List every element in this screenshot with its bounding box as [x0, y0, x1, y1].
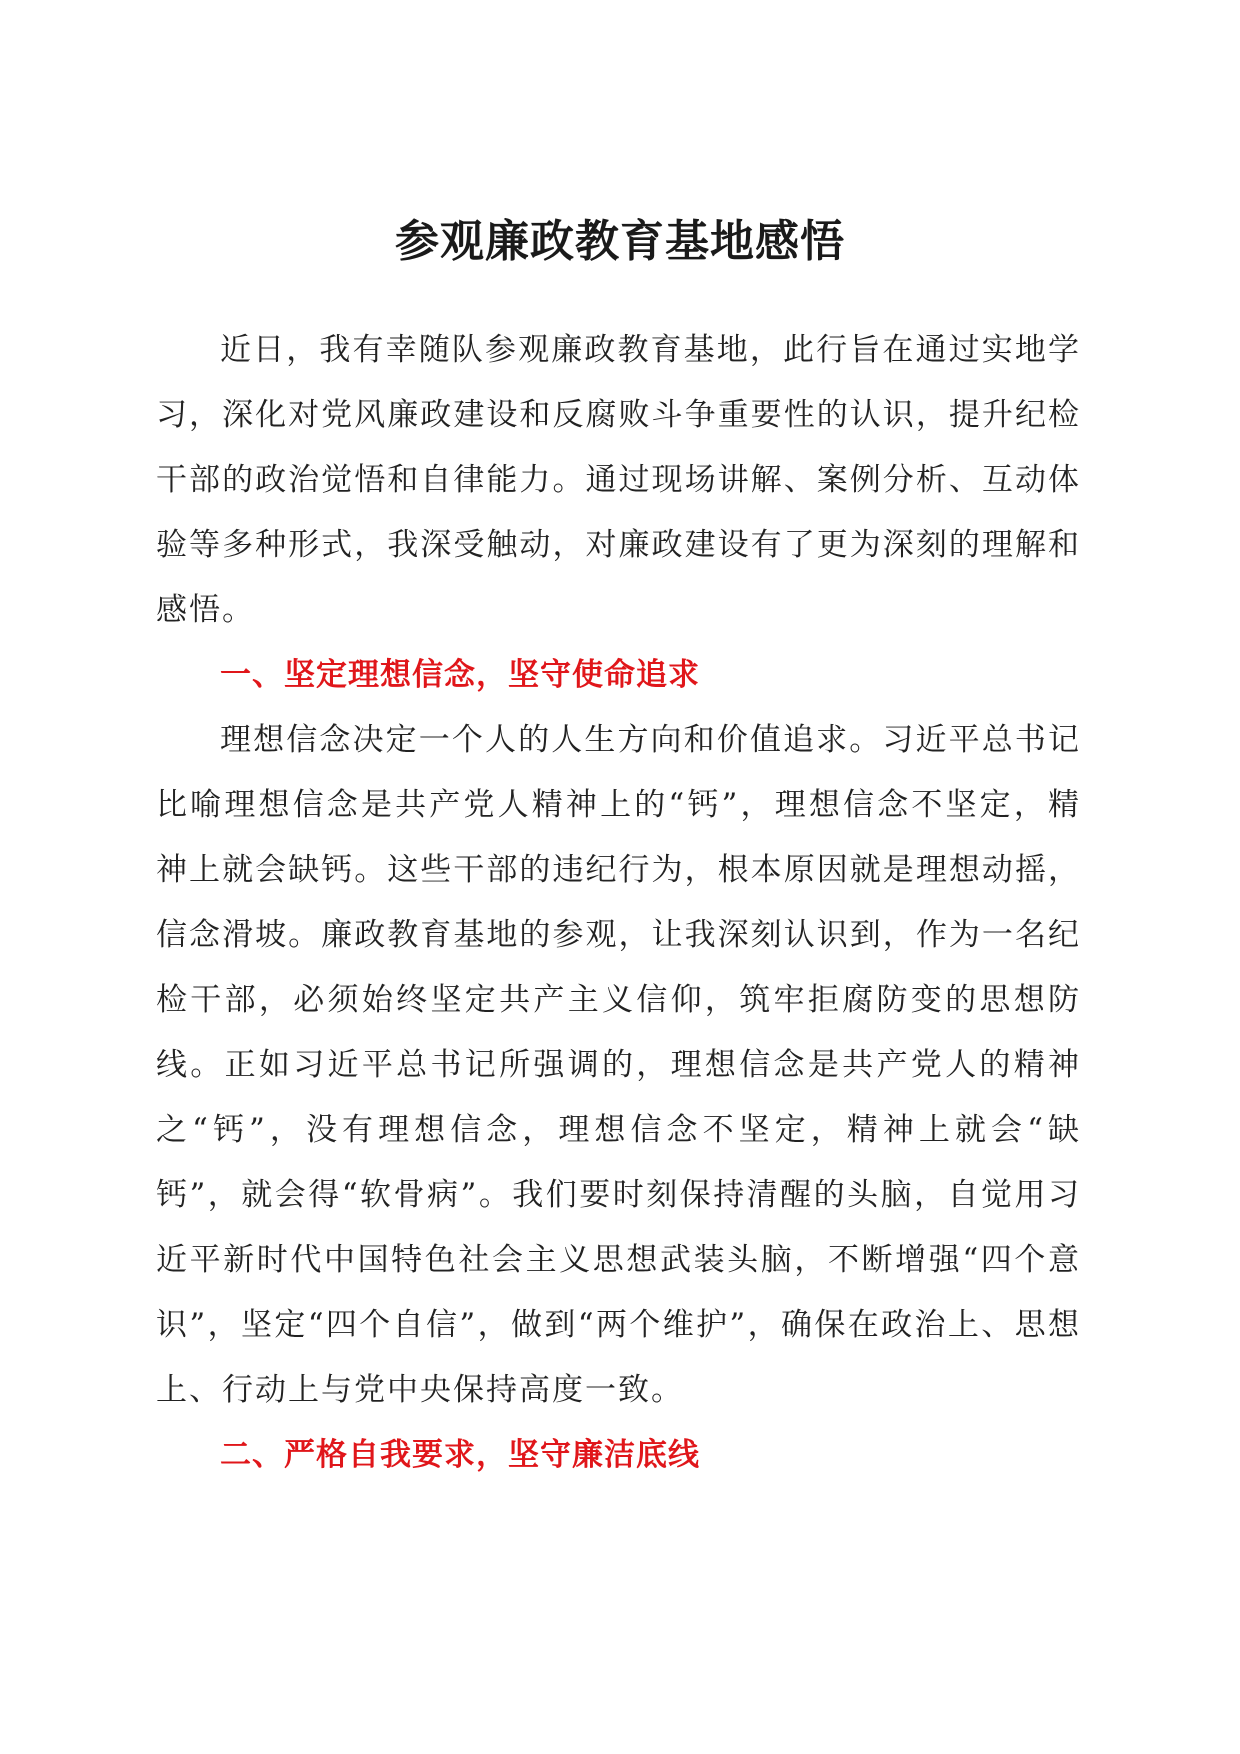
section-1-paragraph: 理想信念决定一个人的人生方向和价值追求。习近平总书记比喻理想信念是共产党人精神上的“钙”，理想信念不坚定，精神上就会缺钙。这些干部的违纪行为，根本原因就是理想动摇，信念滑坡。廉政教育基地的参观，让我深刻认识到，作为一名纪检干部，必须始终坚定共产主义信仰，筑牢拒腐防变的思想防线。正如习近平总书记所强调的，理想信念是共产党人的精神之“钙”，没有理想信念，理想信念不坚定，精神上就会“缺钙”，就会得“软骨病”。我们要时刻保持清醒的头脑，自觉用习近平新时代中国特色社会主义思想武装头脑，不断增强“四个意识”，坚定“四个自信”，做到“两个维护”，确保在政治上、思想上、行动上与党中央保持高度一致。	[156, 722, 1081, 1408]
document-title: 参观廉政教育基地感悟	[395, 216, 845, 267]
document-body	[156, 318, 1081, 1488]
section-2-heading: 二、严格自我要求，坚守廉洁底线	[220, 1437, 700, 1473]
section-1-heading: 一、坚定理想信念，坚守使命追求	[220, 657, 700, 693]
intro-paragraph: 近日，我有幸随队参观廉政教育基地，此行旨在通过实地学习，深化对党风廉政建设和反腐败斗争重要性的认识，提升纪检干部的政治觉悟和自律能力。通过现场讲解、案例分析、互动体验等多种形式，我深受触动，对廉政建设有了更为深刻的理解和感悟。	[156, 332, 1081, 628]
